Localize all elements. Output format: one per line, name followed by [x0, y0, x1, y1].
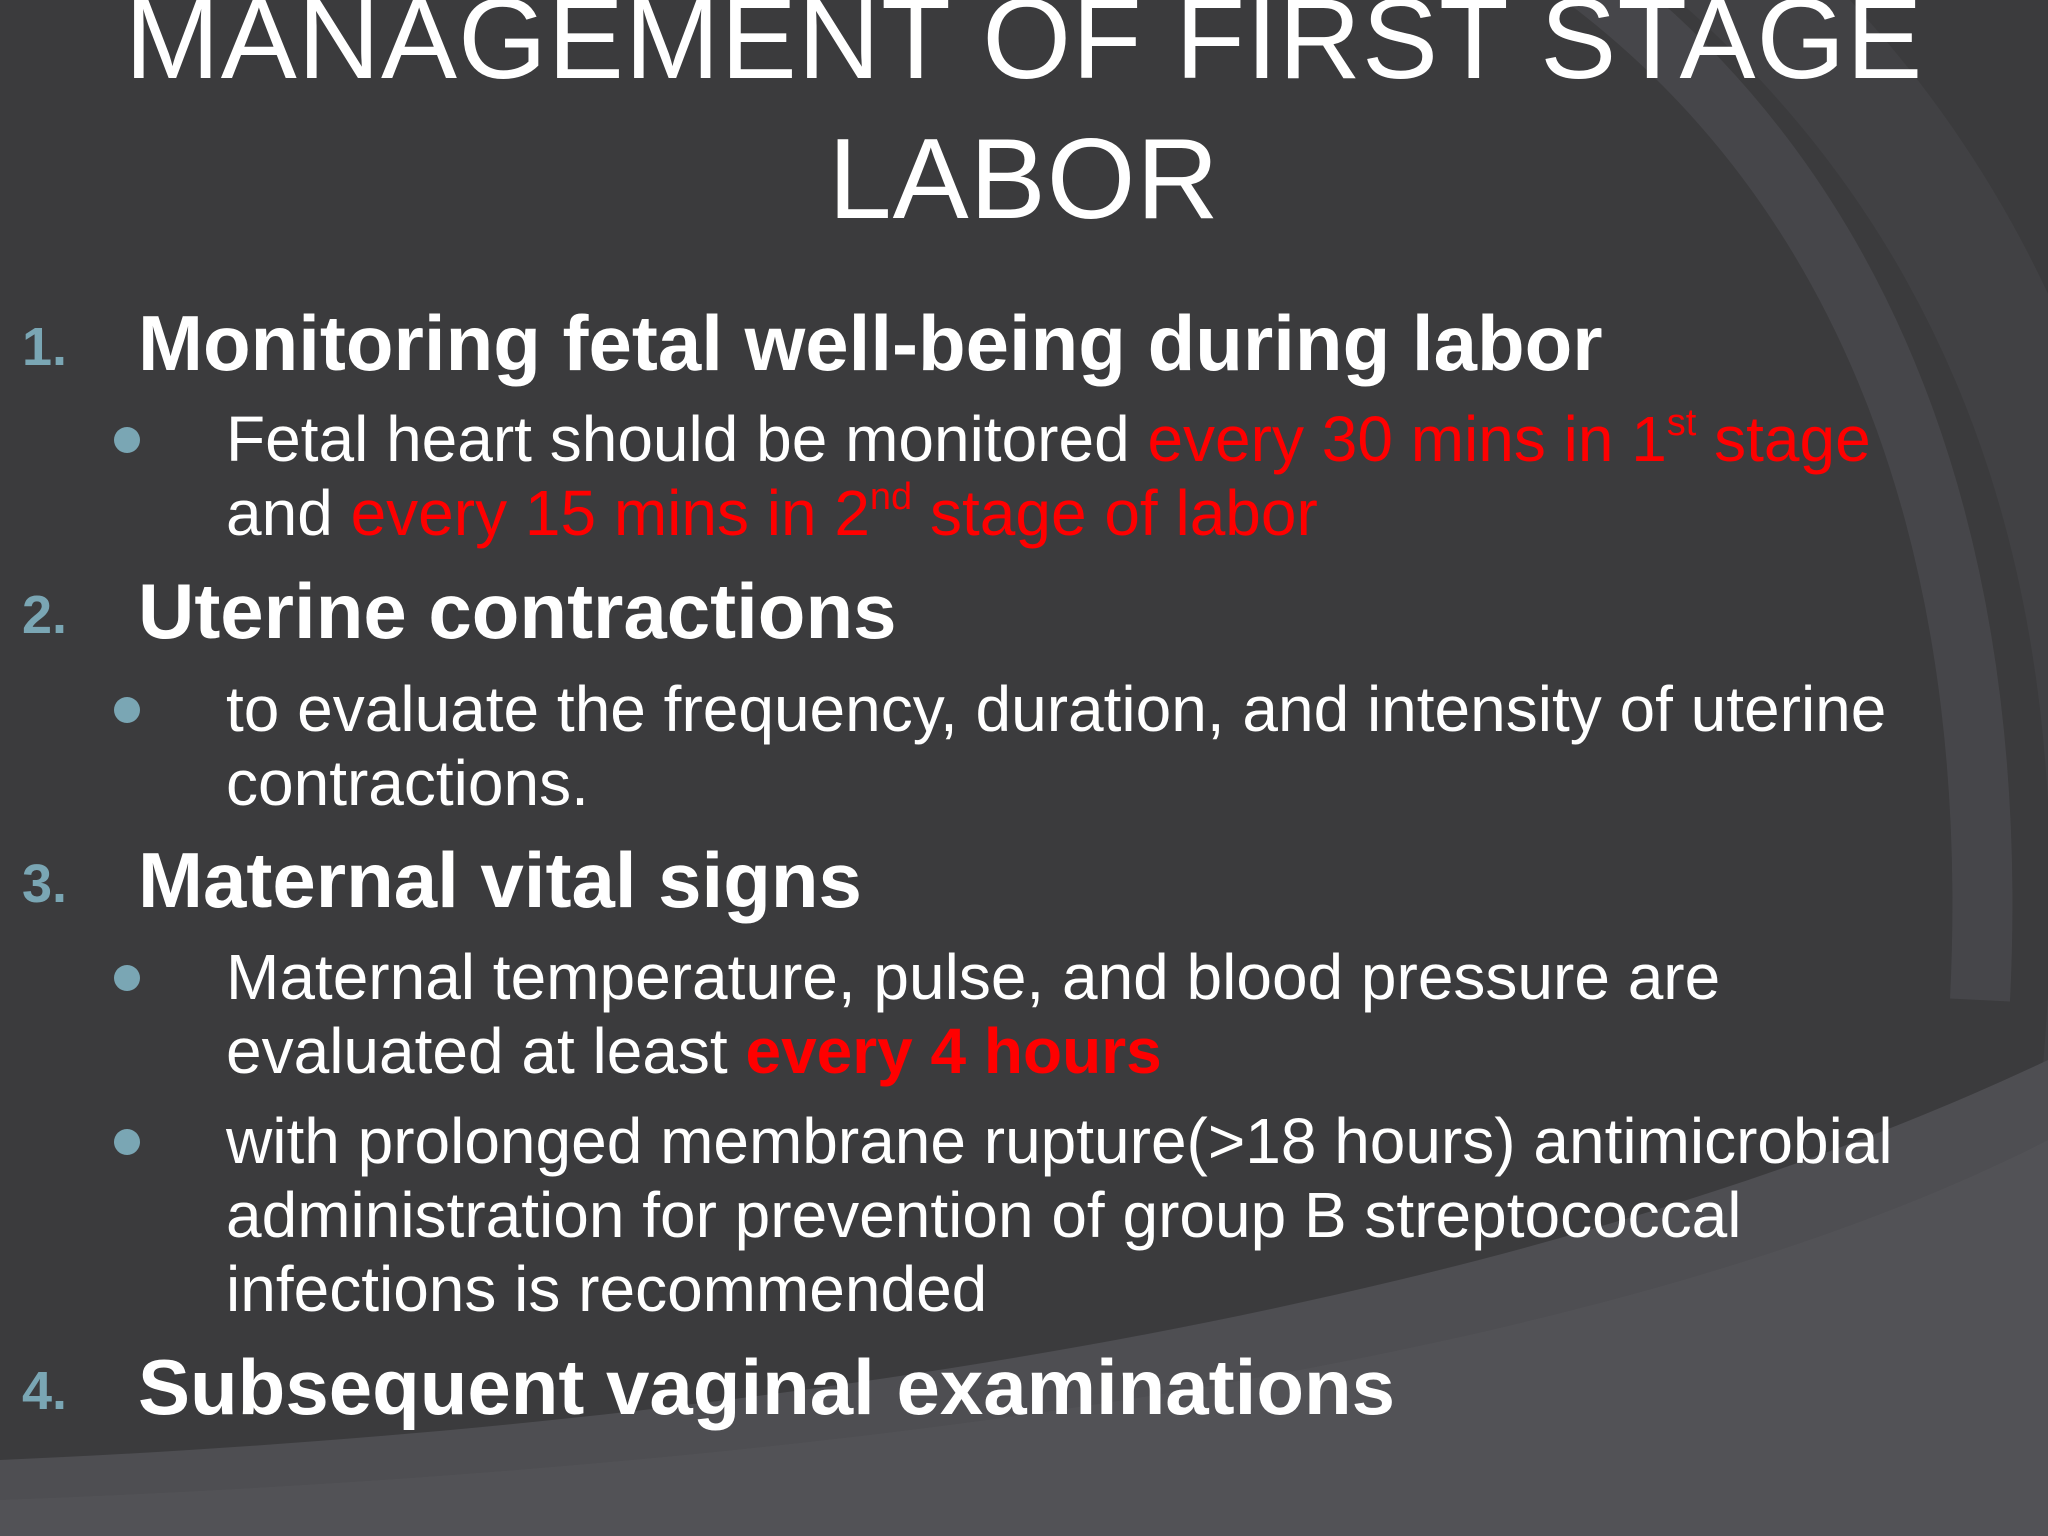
list-number: 4. [22, 1361, 68, 1421]
bullet-text-highlight: every 4 hours [745, 1015, 1162, 1087]
list-heading: Maternal vital signs [138, 836, 862, 924]
bullet-text-highlight: stage of labor [912, 477, 1318, 549]
bullet-dot-icon [114, 427, 140, 453]
bullet-text-line: Maternal temperature, pulse, and blood pressure are [226, 941, 1721, 1013]
bullet-text-plain: Fetal heart should be monitored [226, 403, 1148, 475]
bullet-text-plain: and [226, 477, 351, 549]
bullet-text [226, 402, 2026, 550]
list-heading: Monitoring fetal well-being during labor [138, 299, 1603, 387]
bullet-text-highlight: every 15 mins in 2 [350, 477, 870, 549]
bullet-text-superscript: st [1666, 401, 1697, 444]
bullet-text [226, 672, 2026, 820]
title-line-1: MANAGEMENT OF FIRST STAGE [124, 0, 1924, 103]
bullet-text-highlight: every 30 mins in 1 [1147, 403, 1667, 475]
list-number: 1. [22, 317, 68, 377]
bullet-text-highlight: stage [1696, 403, 1871, 475]
bullet-dot-icon [114, 1129, 140, 1155]
title-line-2: LABOR [828, 116, 1220, 243]
list-heading: Subsequent vaginal examinations [138, 1343, 1395, 1431]
bullet-dot-icon [114, 965, 140, 991]
bullet-text-superscript: nd [869, 475, 913, 518]
bullet-text-line: administration for prevention of group B streptococcal [226, 1179, 1742, 1251]
bullet-text-line: infections is recommended [226, 1253, 988, 1325]
bullet-text-plain: evaluated at least [226, 1015, 746, 1087]
bullet-text [226, 1104, 2026, 1326]
bullet-text [226, 940, 2026, 1088]
list-heading: Uterine contractions [138, 567, 897, 655]
list-number: 2. [22, 585, 68, 645]
list-number: 3. [22, 854, 68, 914]
bullet-text-line: with prolonged membrane rupture(>18 hours) antimicrobial [226, 1105, 1893, 1177]
bullet-text-line: contractions. [226, 747, 589, 819]
slide-title [0, 0, 2048, 250]
bullet-text-line: to evaluate the frequency, duration, and intensity of uterine [226, 673, 1887, 745]
bullet-dot-icon [114, 697, 140, 723]
